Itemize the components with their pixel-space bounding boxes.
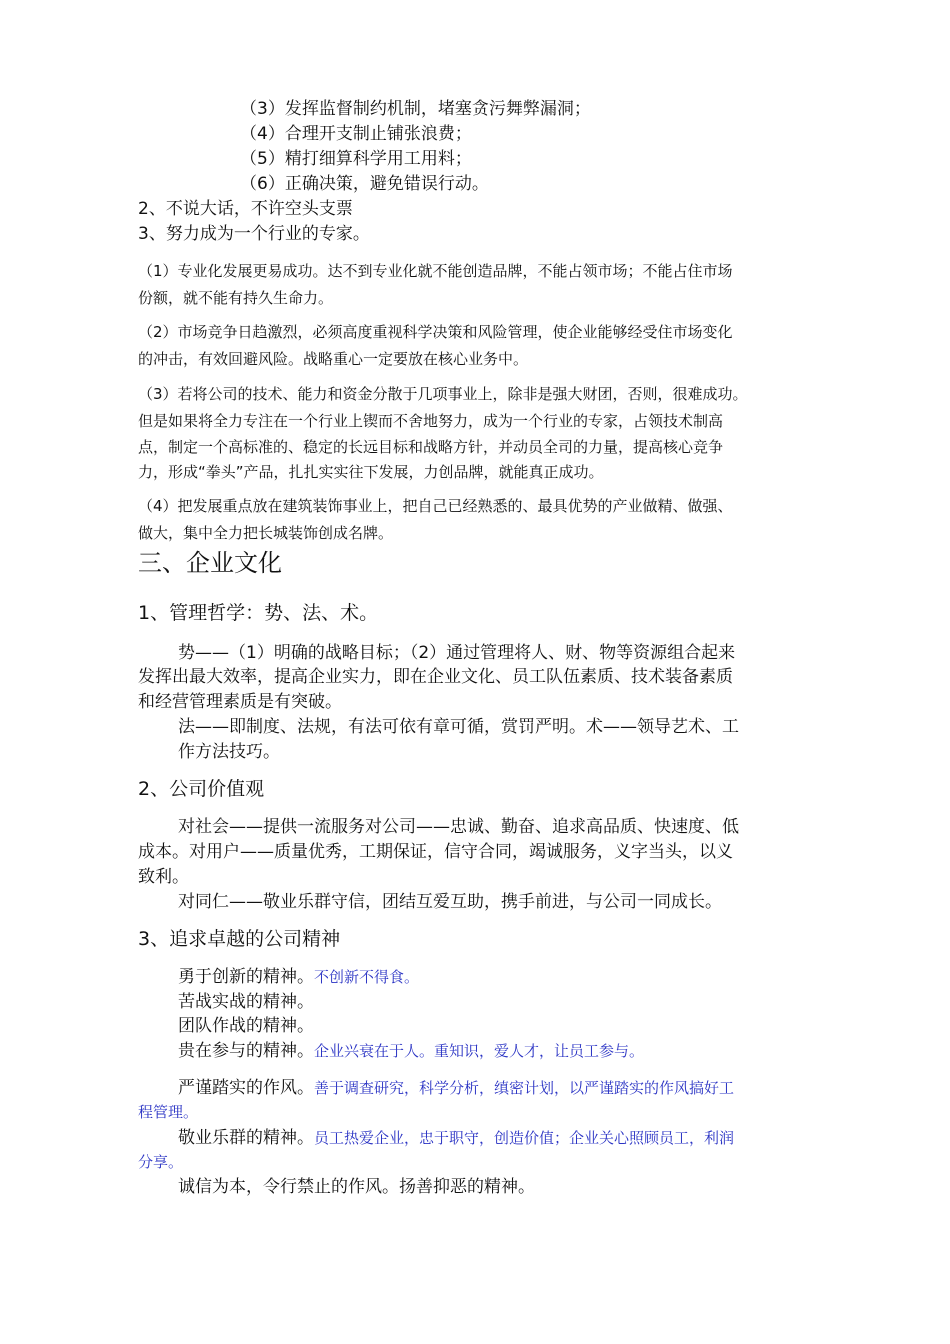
paragraph-line: 对同仁——敬业乐群守信，团结互爱互助，携手前进，与公司一同成长。 [178, 892, 722, 912]
sub-item: （4）合理开支制止铺张浪费； [240, 124, 472, 144]
spirit-item [178, 1175, 535, 1199]
sub-item: （5）精打细算科学用工用料； [240, 149, 472, 169]
spirit-item [178, 1076, 734, 1100]
spirit-item [178, 1014, 314, 1038]
sub-item: （3）发挥监督制约机制，堵塞贪污舞弊漏洞； [240, 99, 591, 119]
spirit-item [178, 990, 314, 1014]
paragraph-line: 法——即制度、法规，有法可依有章可循，赏罚严明。术——领导艺术、工 [178, 717, 739, 737]
spirit-main: 勇于创新的精神。 [178, 967, 314, 987]
paragraph-line: （2）市场竞争日趋激烈，必须高度重视科学决策和风险管理，使企业能够经受住市场变化 [138, 323, 733, 341]
paragraph-line: （1）专业化发展更易成功。达不到专业化就不能创造品牌，不能占领市场；不能占住市场 [138, 262, 733, 280]
spirit-note: 员工热爱企业，忠于职守，创造价值；企业关心照顾员工，利润 [314, 1129, 735, 1147]
spirit-main: 严谨踏实的作风。 [178, 1078, 314, 1098]
paragraph-line: 作方法技巧。 [178, 742, 280, 762]
paragraph-line: 点，制定一个高标准的、稳定的长远目标和战略方针，并动员全司的力量，提高核心竞争 [138, 438, 724, 456]
sub-item: （6）正确决策，避免错误行动。 [240, 174, 489, 194]
paragraph-line: 但是如果将全力专注在一个行业上锲而不舍地努力，成为一个行业的专家，占领技术制高 [138, 412, 724, 430]
spirit-main: 团队作战的精神。 [178, 1016, 314, 1036]
spirit-item [178, 965, 419, 989]
spirit-note: 善于调查研究，科学分析，缜密计划，以严谨踏实的作风搞好工 [314, 1079, 735, 1097]
spirit-note-cont: 分享。 [138, 1153, 184, 1171]
paragraph-line: 份额，就不能有持久生命力。 [138, 289, 334, 307]
subsection-title: 2、公司价值观 [138, 778, 265, 800]
paragraph-line: 对社会——提供一流服务对公司——忠诚、勤奋、追求高品质、快速度、低 [178, 817, 739, 837]
paragraph-line: 的冲击，有效回避风险。战略重心一定要放在核心业务中。 [138, 350, 529, 368]
spirit-note-cont: 程管理。 [138, 1103, 199, 1121]
subsection-title: 3、追求卓越的公司精神 [138, 928, 341, 950]
paragraph-line: 发挥出最大效率，提高企业实力，即在企业文化、员工队伍素质、技术装备素质 [138, 667, 733, 687]
spirit-main: 诚信为本，令行禁止的作风。扬善抑恶的精神。 [178, 1177, 535, 1197]
spirit-item [178, 1039, 644, 1063]
spirit-item [178, 1126, 734, 1150]
spirit-main: 苦战实战的精神。 [178, 992, 314, 1012]
paragraph-line: （3）若将公司的技术、能力和资金分散于几项事业上，除非是强大财团，否则，很难成功。 [138, 385, 748, 403]
list-item: 3、努力成为一个行业的专家。 [138, 224, 370, 244]
section-title: 三、企业文化 [138, 549, 282, 577]
paragraph-line: 力，形成“拳头”产品，扎扎实实往下发展，力创品牌，就能真正成功。 [138, 463, 604, 481]
list-item: 2、不说大话，不许空头支票 [138, 199, 353, 219]
paragraph-line: 成本。对用户——质量优秀，工期保证，信守合同，竭诚服务，义字当头，以义 [138, 842, 733, 862]
paragraph-line: （4）把发展重点放在建筑装饰事业上，把自己已经熟悉的、最具优势的产业做精、做强、 [138, 497, 733, 515]
spirit-main: 贵在参与的精神。 [178, 1041, 314, 1061]
paragraph-line: 致利。 [138, 867, 189, 887]
paragraph-line: 势——（1）明确的战略目标；（2）通过管理将人、财、物等资源组合起来 [178, 643, 736, 663]
spirit-main: 敬业乐群的精神。 [178, 1128, 314, 1148]
paragraph-line: 和经营管理素质是有突破。 [138, 692, 342, 712]
paragraph-line: 做大，集中全力把长城装饰创成名牌。 [138, 524, 394, 542]
subsection-title: 1、管理哲学：势、法、术。 [138, 602, 379, 624]
spirit-note: 企业兴衰在于人。重知识，爱人才，让员工参与。 [314, 1042, 645, 1060]
spirit-note: 不创新不得食。 [314, 968, 420, 986]
